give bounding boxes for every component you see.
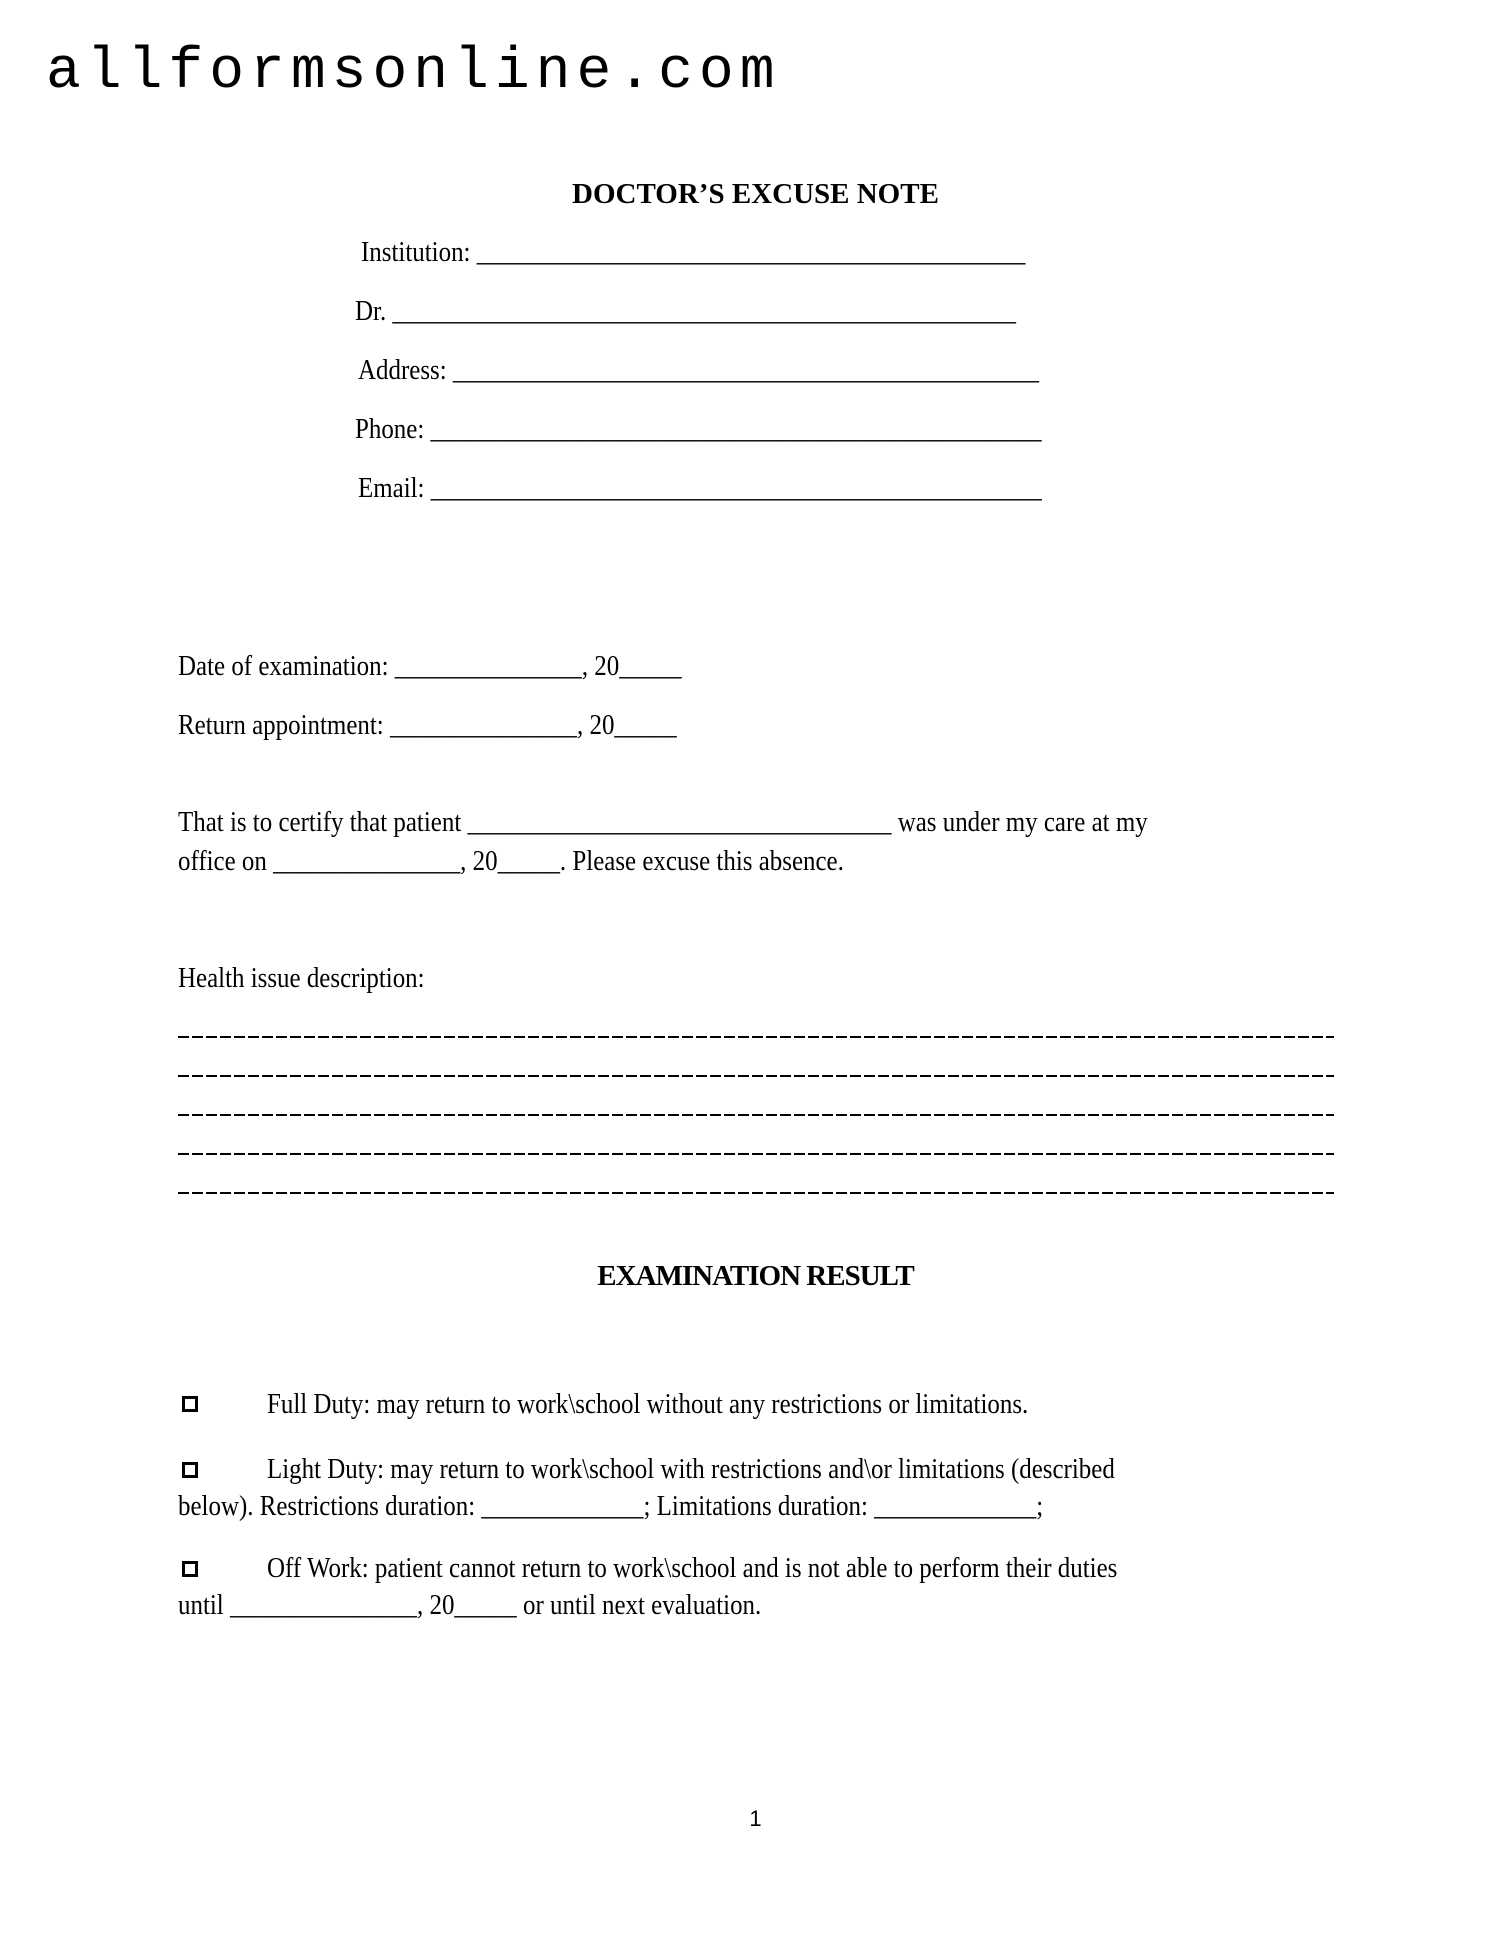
- certification-line-1[interactable]: That is to certify that patient __________________________________ was under my care at my: [178, 806, 1148, 838]
- health-issue-label: Health issue description:: [178, 962, 425, 994]
- health-issue-line-3[interactable]: [178, 1114, 1334, 1116]
- examination-date-field[interactable]: Date of examination: _______________, 20_____: [178, 650, 682, 682]
- phone-field[interactable]: Phone: _________________________________________________: [355, 413, 1042, 445]
- health-issue-line-2[interactable]: [178, 1075, 1334, 1077]
- full-duty-checkbox[interactable]: [182, 1396, 198, 1412]
- certification-line-2[interactable]: office on _______________, 20_____. Please excuse this absence.: [178, 845, 844, 877]
- health-issue-line-5[interactable]: [178, 1192, 1334, 1194]
- full-duty-label: Full Duty: may return to work\school without any restrictions or limitations.: [267, 1388, 1029, 1420]
- off-work-label-line-1: Off Work: patient cannot return to work\school and is not able to perform their duties: [267, 1552, 1118, 1584]
- off-work-checkbox[interactable]: [182, 1561, 198, 1577]
- return-appointment-field[interactable]: Return appointment: _______________, 20_____: [178, 709, 677, 741]
- doctor-field[interactable]: Dr. __________________________________________________: [355, 295, 1016, 327]
- examination-result-title: EXAMINATION RESULT: [597, 1260, 914, 1292]
- email-field[interactable]: Email: _________________________________________________: [358, 472, 1042, 504]
- light-duty-label-line-1: Light Duty: may return to work\school with restrictions and\or limitations (described: [267, 1453, 1115, 1485]
- document-title: DOCTOR’S EXCUSE NOTE: [572, 178, 939, 210]
- page-number: 1: [749, 1806, 762, 1831]
- site-watermark: allformsonline.com: [46, 40, 781, 105]
- off-work-label-line-2[interactable]: until _______________, 20_____ or until next evaluation.: [178, 1589, 762, 1621]
- health-issue-line-4[interactable]: [178, 1153, 1334, 1155]
- address-field[interactable]: Address: _______________________________________________: [358, 354, 1039, 386]
- institution-field[interactable]: Institution: ____________________________________________: [361, 236, 1026, 268]
- health-issue-line-1[interactable]: [178, 1036, 1334, 1038]
- light-duty-label-line-2[interactable]: below). Restrictions duration: _____________; Limitations duration: _____________;: [178, 1490, 1044, 1522]
- light-duty-checkbox[interactable]: [182, 1462, 198, 1478]
